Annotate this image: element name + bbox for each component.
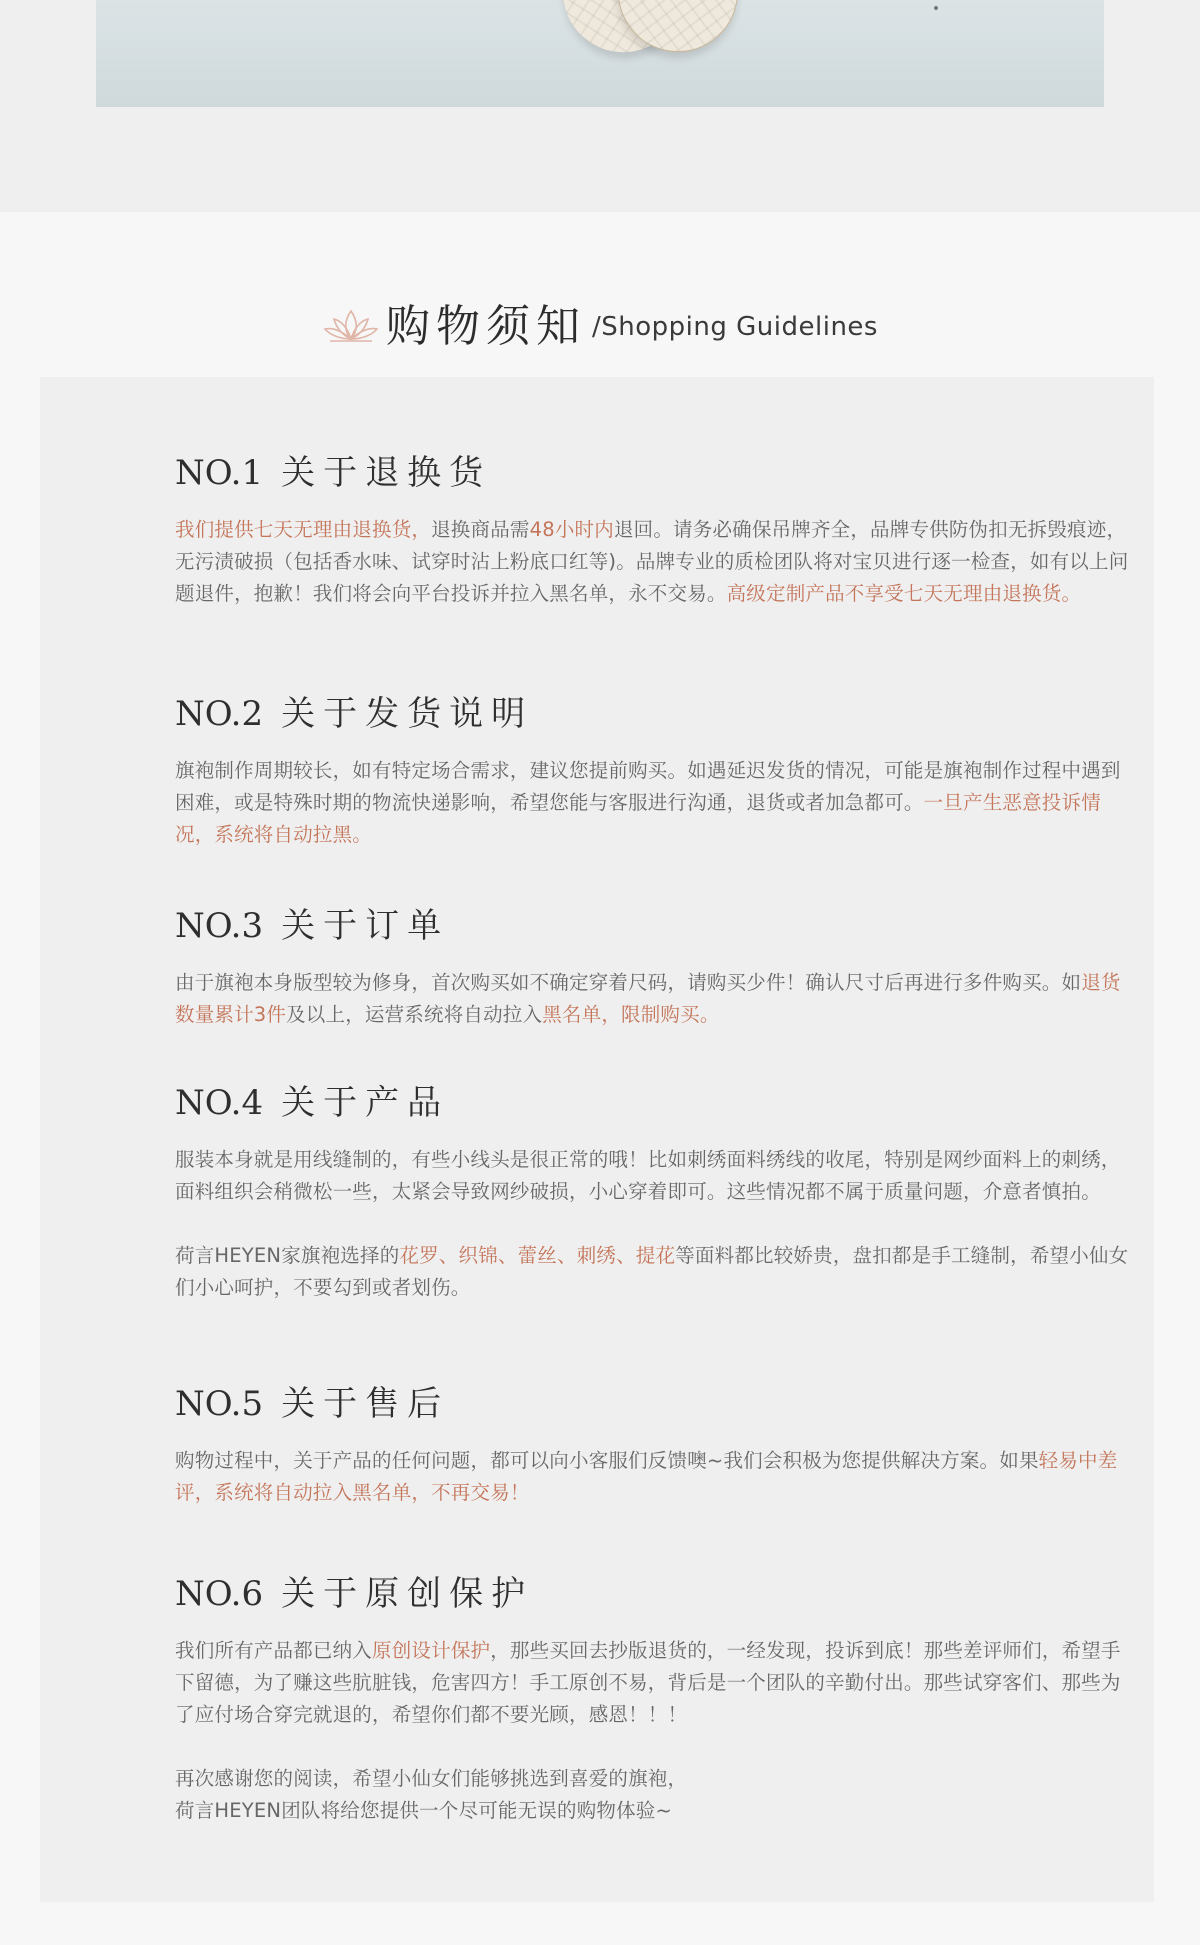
section-after-sales bbox=[175, 1376, 1130, 1509]
section-number: NO.1 bbox=[175, 453, 264, 493]
highlight-text: 我们提供七天无理由退换货， bbox=[175, 518, 432, 541]
body-text: ，那些买回去抄版退货的，一经发现，投诉到底！那些差评师们，希望手下留德，为了赚这些肮脏钱，危害四方！手工原创不易，背后是一个团队的辛勤付出。那些试穿客们、那些为了应付场合穿完就退的，希望你们都不要光顾，感恩！！！ bbox=[175, 1639, 1121, 1726]
highlight-text: 轻易中差评，系统将自动拉入黑名单，不再交易！ bbox=[175, 1449, 1118, 1504]
section-title bbox=[175, 1566, 1130, 1615]
section-paragraph bbox=[175, 1763, 1130, 1795]
section-paragraph bbox=[175, 514, 1130, 610]
section-name: 关于订单 bbox=[281, 906, 450, 946]
paragraph-gap bbox=[175, 1208, 1130, 1240]
section-title bbox=[175, 686, 1130, 735]
section-paragraph bbox=[175, 1144, 1130, 1208]
section-products bbox=[175, 1075, 1130, 1304]
section-title bbox=[175, 445, 1130, 494]
highlight-text: 原创设计保护 bbox=[372, 1639, 491, 1662]
section-paragraph bbox=[175, 755, 1130, 851]
section-name: 关于产品 bbox=[281, 1083, 450, 1123]
section-title bbox=[175, 1376, 1130, 1425]
heading-title-en: /Shopping Guidelines bbox=[592, 312, 878, 342]
section-number: NO.4 bbox=[175, 1083, 264, 1123]
section-paragraph bbox=[175, 1635, 1130, 1731]
section-paragraph bbox=[175, 1240, 1130, 1304]
body-text: 再次感谢您的阅读，希望小仙女们能够挑选到喜爱的旗袍， bbox=[175, 1767, 688, 1790]
section-paragraph bbox=[175, 967, 1130, 1031]
section-number: NO.3 bbox=[175, 906, 264, 946]
body-text: 服装本身就是用线缝制的，有些小线头是很正常的哦！比如刺绣面料绣线的收尾，特别是网纱面料上的刺绣，面料组织会稍微松一些，太紧会导致网纱破损，小心穿着即可。这些情况都不属于质量问题，介意者慎拍。 bbox=[175, 1148, 1121, 1203]
body-text: 及以上，运营系统将自动拉入 bbox=[286, 1003, 543, 1026]
body-text: 购物过程中，关于产品的任何问题，都可以向小客服们反馈噢~我们会积极为您提供解决方案。如果 bbox=[175, 1449, 1039, 1472]
body-text: 退换商品需 bbox=[431, 518, 530, 541]
highlight-text: 花罗、织锦、蕾丝、刺绣、提花 bbox=[399, 1244, 676, 1267]
highlight-text: 退货数量累计3件 bbox=[175, 971, 1121, 1026]
highlight-text: 黑名单，限制购买。 bbox=[542, 1003, 720, 1026]
product-photo bbox=[96, 0, 1104, 107]
section-number: NO.2 bbox=[175, 694, 264, 734]
section-paragraph bbox=[175, 1795, 1130, 1827]
guidelines-panel bbox=[40, 377, 1154, 1902]
body-text: 旗袍制作周期较长，如有特定场合需求，建议您提前购买。如遇延迟发货的情况，可能是旗袍制作过程中遇到困难，或是特殊时期的物流快递影响，希望您能与客服进行沟通，退货或者加急都可。 bbox=[175, 759, 1121, 814]
body-text: 荷言HEYEN家旗袍选择的 bbox=[175, 1244, 400, 1267]
body-text: 由于旗袍本身版型较为修身，首次购买如不确定穿着尺码，请购买少件！确认尺寸后再进行多件购买。如 bbox=[175, 971, 1082, 994]
section-name: 关于退换货 bbox=[281, 453, 492, 493]
highlight-text: 高级定制产品不享受七天无理由退换货。 bbox=[726, 582, 1082, 605]
lotus-icon bbox=[322, 305, 380, 345]
section-title bbox=[175, 898, 1130, 947]
section-title bbox=[175, 1075, 1130, 1124]
body-text: 等面料都比较娇贵，盘扣都是手工缝制，希望小仙女们小心呵护，不要勾到或者划伤。 bbox=[175, 1244, 1129, 1299]
section-number: NO.5 bbox=[175, 1384, 264, 1424]
highlight-text: 48小时内 bbox=[529, 518, 614, 541]
section-original-protection bbox=[175, 1566, 1130, 1827]
section-name: 关于发货说明 bbox=[281, 694, 534, 734]
section-number: NO.6 bbox=[175, 1574, 264, 1614]
section-heading bbox=[0, 290, 1200, 354]
section-paragraph bbox=[175, 1445, 1130, 1509]
photo-detail bbox=[934, 6, 938, 10]
heading-title-cn: 购物须知 bbox=[386, 301, 587, 352]
highlight-text: 一旦产生恶意投诉情况，系统将自动拉黑。 bbox=[175, 791, 1101, 846]
section-name: 关于售后 bbox=[281, 1384, 450, 1424]
body-text: 荷言HEYEN团队将给您提供一个尽可能无误的购物体验~ bbox=[175, 1799, 673, 1822]
section-shipping bbox=[175, 686, 1130, 851]
section-name: 关于原创保护 bbox=[281, 1574, 534, 1614]
body-text: 我们所有产品都已纳入 bbox=[175, 1639, 373, 1662]
top-band bbox=[0, 0, 1200, 212]
section-returns bbox=[175, 445, 1130, 610]
body-text: 退回。请务必确保吊牌齐全，品牌专供防伪扣无拆毁痕迹，无污渍破损（包括香水味、试穿时沾上粉底口红等)。品牌专业的质检团队将对宝贝进行逐一检查，如有以上问题退件，抱歉！我们将会向平台投诉并拉入黑名单，永不交易。 bbox=[175, 518, 1129, 605]
paragraph-gap bbox=[175, 1731, 1130, 1763]
section-orders bbox=[175, 898, 1130, 1031]
